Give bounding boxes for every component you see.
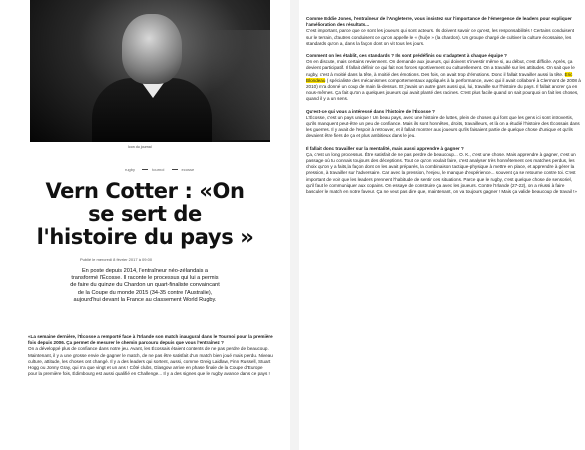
answer-4: L'Écosse, c'est un pays unique ! Un beau pays, avec une histoire de luttes, plein de choses qui font que les gens ici sont introvertis, qu'ils manquent peut-être un peu de confiance. Mais ils sont honnêtes, droits, travailleurs, et là on a étudié l'histoire des Écossais dans les guerres. Il y avait de l'espoir à retrouver, et il fallait montrer aux joueurs qu'ils faisaient partie de quelque chose d'unique et qu'ils devaient être fiers de ça et plus ambitieux dans le jeu. [306,114,580,139]
answer-2: C'est important, parce que ce sont les joueurs qui sont acteurs. Ils doivent savoir ce qu'est, les responsabilités ! Certains conduisent sur le terrain, d'autres conduisent ce qu'on appelle le « (hui)e » (la chardon). Un groupe chargé de cultiver la culture écossaise, les standards qu'on a, dans la façon dont on vit tous les jours. [306,28,575,46]
left-page [0,0,287,450]
article-lede: En poste depuis 2014, l'entraîneur néo-zélandais a transformé l'Écosse. Il raconte le processus qui lui a permis de faire du quinze du Chardon un quart-finaliste convaincant de la Coupe du monde 2015 (34-35 contre l'Australie), aujourd'hui devant la France au classement World Rugby. [70,268,220,303]
answer-5: Ça, c'est un long processus. Être satisfait de ne pas perdre de beaucoup... O. K., c'est une chose. Mais apprendre à gagner, c'est un passage où tu connais toujours des déceptions. Tout ce qu'on voulait faire, c'est analyser très honnêtement ces matches perdus, les choix qu'on y a faits,la façon dont on les avait préparés, la combinaison tactique-physique à mettre en place, et apprendre à gérer la pression, à travailler sur l'adversaire. Car avec la pression, l'enjeu, le manque d'expérience... souvent ça se retourne contre toi. C'est important de voir que les leaders prennent l'habitude de sentir ces situations. Parce que le rugby, c'est quelque chose de sensoriel, qu'il faut le communiquer aux copains. On essaye de construire ça avec les joueurs. Contre l'Irlande (27-22), on a réussi à faire basculer le match en notre faveur. Ça ne veut pas dire que, maintenant, on va toujours gagner ! Mais ça valide beaucoup de travail !» [306,151,577,195]
article-body-right [306,16,581,201]
tag-ecosse[interactable]: ecosse [181,167,195,172]
article-headline: Vern Cotter : «On se sert de l'histoire du pays » [36,179,254,249]
answer-3-part-1: On en discute, mais certains reviennent. On demande aux joueurs, qui doivent s'investir même si, au début, c'est difficile. Après, ça devient participatif. Il fallait définir ce qui fait nos forces sportivement ou culturellement. On a travaillé sur les attitudes. On sait que le rugby, c'est à moitié dans la tête, à moitié des émotions. Des fois, on avait trop d'émotions. Donc il fallait travailler aussi la tête. [306,59,575,77]
question-5: Il fallait donc travailler sur la mentalité, mais aussi apprendre à gagner ? [306,145,464,151]
answer-3 [306,59,581,102]
coach-photo [30,0,270,142]
highlighted-name[interactable]: Eric Blondeau [306,71,573,83]
tag-list [125,167,200,172]
answer-1: On a développé plus de confiance dans notre jeu. Avant, les Écossais étaient contents de ne pas perdre de beaucoup. Maintenant, il y a une grosse envie de gagner le match, de ne pas être satisfait d'un match bien joué mais perdu. Niveau culture, attitude, les choses ont changé. Il y a des leaders qui sortent, aussi, comme Greig Laidlaw, Finn Russell, Stuart Hogg ou Jonny Gray, qui n'a que vingt et un ans ! Côté clubs, Glasgow arrive en phase finale de la Coupe d'Europe pour la première fois, Édimbourg est aussi qualifié en Challenge... Il y a des signes que le rugby avance dans ce pays ! [28,346,273,377]
answer-3-part-2: ( spécialiste des mécanismes comportementaux appliqués à la performance, avec qui il avait collaboré à Clermont de 2008 à 2010) m'a donné un coup de main là-dessus. Et j'avais un autre gars aussi qui, lui, travaille sur l'histoire du pays. Il fallait ancrer ça en nous-mêmes. Ça fait qu'on a quelques joueurs qui avait planté des racines. C'est plus facile quand on sait pourquoi on fait les choses, quand il y a un sens. [306,77,581,102]
article-byline: Publié le mercredi 8 février 2017 à 09:00 [80,257,153,262]
question-3: Comment on les établit, ces standards ? Ils sont prédéfinis ou s'adaptent à chaque équipe ? [306,53,507,59]
page-gutter [290,0,299,450]
tag-rugby[interactable]: rugby [125,167,136,172]
photo-caption: Icon du journal [128,145,152,149]
question-1: «La semaine dernière, l'Écosse a remporté face à l'Irlande son match inaugural dans le Tournoi pour la première fois depuis 2006. Ça permet de mesurer le chemin parcouru depuis que vous l'entraînez ? [28,334,273,346]
tag-tournoi[interactable]: tournoi [152,167,165,172]
question-2: Comme Eddie Jones, l'entraîneur de l'Angleterre, vous insistez sur l'importance de l'émergence de leaders pour expliquer l'amélioration des résultats... [306,16,572,28]
article-body-left [28,334,273,383]
right-page [302,0,585,450]
question-4: Qu'est-ce qui vous a intéressé dans l'histoire de l'Écosse ? [306,108,435,114]
